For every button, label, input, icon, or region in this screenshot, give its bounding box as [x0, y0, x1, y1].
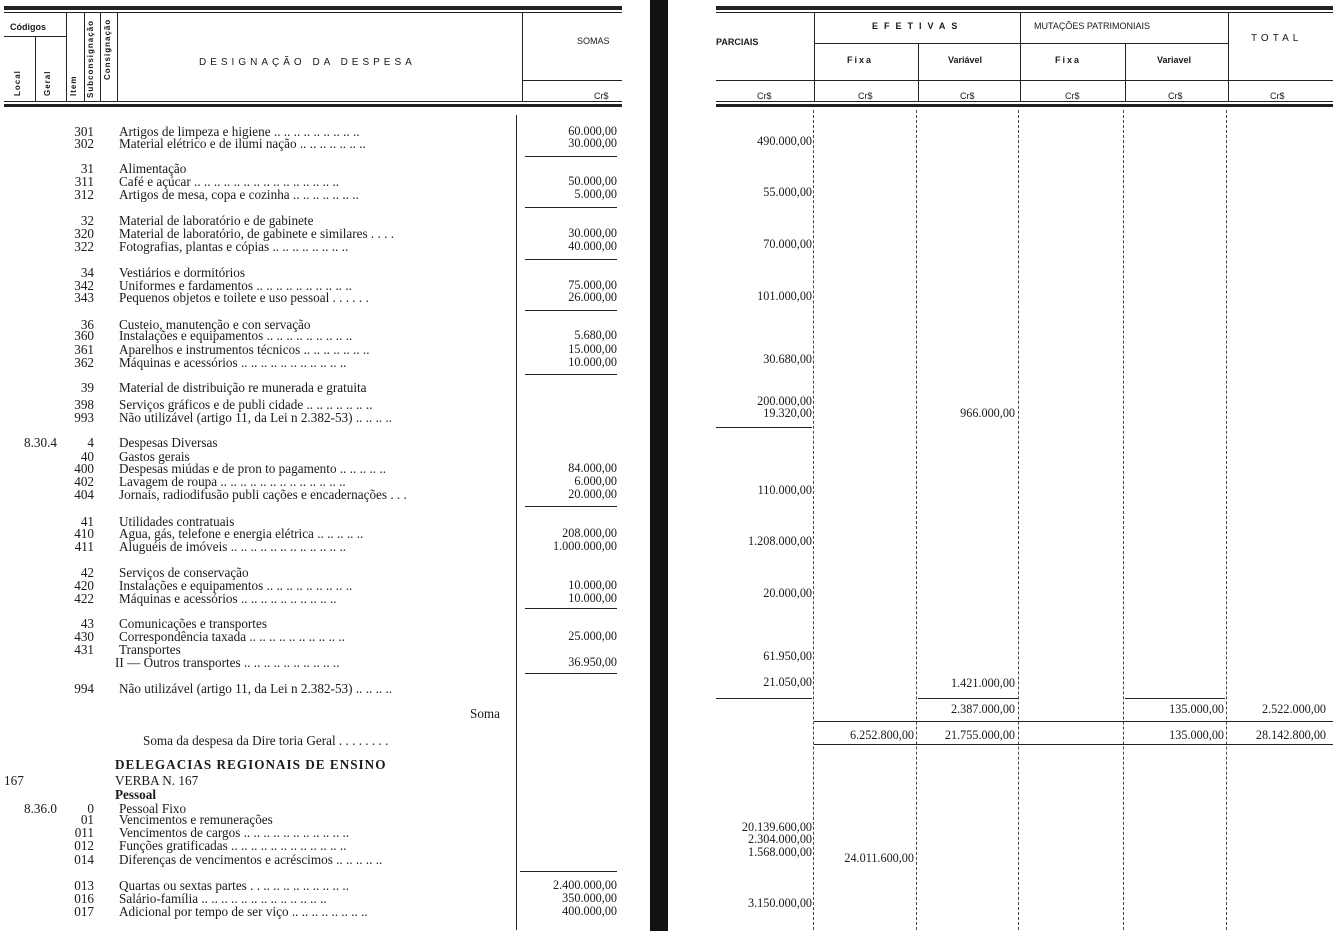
total-rule [814, 721, 1333, 722]
right-header-bottom-thick [716, 104, 1333, 107]
subtotal-rule [918, 698, 1018, 699]
expense-description: Lavagem de roupa .. .. .. .. .. .. .. .. .. .. .. .. .. [119, 474, 346, 489]
col-rule [813, 110, 814, 930]
expense-value: 84.000,00 [568, 461, 617, 475]
col-rule [1123, 110, 1124, 930]
expense-description: Agua, gás, telefone e energia elétrica .. .. .. .. .. [119, 526, 364, 541]
expense-description: Café e açúcar .. .. .. .. .. .. .. .. .. .. .. .. .. .. .. [119, 174, 340, 189]
item-code: 011 [74, 825, 94, 840]
expense-value: 50.000,00 [568, 174, 617, 188]
subtotal-rule [525, 259, 617, 260]
local-label: Local [13, 70, 22, 96]
expense-description: Salário-família .. .. .. .. .. .. .. .. .. .. .. .. .. [119, 891, 327, 906]
expense-description: Artigos de mesa, copa e cozinha .. .. .. .. .. .. .. [119, 187, 359, 202]
efetivas-variavel-value: 966.000,00 [960, 406, 1015, 420]
designacao-label: DESIGNAÇÃO DA DESPESA [199, 57, 416, 68]
expense-value: 20.000,00 [568, 487, 617, 501]
parciais-value: 19.320,00 [763, 406, 812, 420]
subtotal-rule [525, 374, 617, 375]
subtotal-rule [525, 673, 617, 674]
expense-description: Vencimentos e remunerações [119, 812, 273, 827]
consignacao-label: Consignação [103, 18, 112, 80]
fixa-label: Fixa [847, 55, 874, 65]
col-rule [100, 12, 101, 101]
expense-value: 10.000,00 [568, 578, 617, 592]
efetivas-variavel-value: 1.421.000,00 [951, 676, 1015, 690]
item-code: 320 [74, 226, 94, 241]
expense-description: Quartas ou sextas partes . . .. .. .. .. .. .. .. .. .. [119, 878, 350, 893]
geral-label: Geral [43, 70, 52, 96]
expense-value: 6.000,00 [574, 474, 617, 488]
item-code: 361 [74, 342, 94, 357]
item-code: 411 [74, 539, 94, 554]
right-top-rule [716, 6, 1333, 10]
expense-value: 5.680,00 [574, 328, 617, 342]
expense-description: Não utilizável (artigo 11, da Lei n 2.382-53) .. .. .. .. [119, 681, 393, 696]
item-code: 301 [74, 124, 94, 139]
subtotal-rule [716, 427, 812, 428]
expense-description: Instalações e equipamentos .. .. .. .. .. .. .. .. .. [119, 578, 353, 593]
variavel-label: Variável [948, 55, 983, 65]
currency: Cr$ [1065, 91, 1080, 101]
item-code: 312 [74, 187, 94, 202]
parciais-value: 30.680,00 [763, 352, 812, 366]
parciais-value: 1.208.000,00 [748, 534, 812, 548]
item-code: 4 [87, 435, 94, 450]
expense-value: 208.000,00 [562, 526, 617, 540]
local-code: 8.30.4 [24, 435, 57, 450]
item-code: 012 [74, 838, 94, 853]
col-rule [916, 110, 917, 930]
item-code: 343 [74, 290, 94, 305]
mutacoes-variavel-value: 135.000,00 [1169, 702, 1224, 716]
expense-description: Pessoal [115, 787, 157, 802]
expense-value: 60.000,00 [568, 124, 617, 138]
efetivas-variavel-value: 21.755.000,00 [944, 728, 1015, 742]
expense-description: DELEGACIAS REGIONAIS DE ENSINO [115, 757, 387, 772]
expense-description: Comunicações e transportes [119, 616, 267, 631]
item-code: 016 [74, 891, 94, 906]
item-code: 01 [80, 812, 94, 827]
item-code: 32 [80, 213, 94, 228]
subtotal-rule [525, 310, 617, 311]
expense-value: 10.000,00 [568, 355, 617, 369]
right-top-rule-thin [716, 12, 1333, 13]
col-rule [1020, 12, 1021, 101]
parciais-value: 1.568.000,00 [748, 845, 812, 859]
parciais-value: 3.150.000,00 [748, 896, 812, 910]
expense-description: Uniformes e fardamentos .. .. .. .. .. .. .. .. .. .. [119, 278, 352, 293]
col-rule [1228, 12, 1229, 101]
col-rule [84, 12, 85, 101]
col-rule [1125, 43, 1126, 101]
expense-description: Material de distribuição re munerada e gratuita [119, 380, 367, 395]
item-code: 013 [74, 878, 94, 893]
expense-description: Correspondência taxada .. .. .. .. .. .. .. .. .. .. [119, 629, 345, 644]
expense-description: Adicional por tempo de ser viço .. .. .. .. .. .. .. .. [119, 904, 368, 919]
local-code: 167 [4, 773, 24, 788]
parciais-value: 20.000,00 [763, 586, 812, 600]
item-code: 39 [80, 380, 94, 395]
item-code: 402 [74, 474, 94, 489]
expense-description: Instalações e equipamentos .. .. .. .. .. .. .. .. .. [119, 328, 353, 343]
somas-column-rule [516, 115, 517, 930]
somas-currency: Cr$ [594, 91, 609, 101]
expense-value: 5.000,00 [574, 187, 617, 201]
expense-value: 15.000,00 [568, 342, 617, 356]
top-rule-thin [4, 12, 622, 13]
somas-label: SOMAS [577, 36, 610, 46]
fixa2-label: Fixa [1055, 55, 1082, 65]
currency: Cr$ [858, 91, 873, 101]
header-bottom-rule [4, 101, 622, 102]
parciais-value: 101.000,00 [757, 289, 812, 303]
expense-description: Máquinas e acessórios .. .. .. .. .. .. .. .. .. .. .. [119, 355, 347, 370]
col-rule [814, 12, 815, 101]
col-rule [1018, 110, 1019, 930]
expense-description: Não utilizável (artigo 11, da Lei n 2.382-53) .. .. .. .. [119, 410, 393, 425]
expense-value: 10.000,00 [568, 591, 617, 605]
col-rule [117, 12, 118, 101]
item-code: 34 [80, 265, 94, 280]
expense-description: Material de laboratório e de gabinete [119, 213, 314, 228]
expense-description: Despesas miúdas e de pron to pagamento .. .. .. .. .. [119, 461, 386, 476]
item-code: 322 [74, 239, 94, 254]
col-rule [1226, 110, 1227, 930]
item-code: 993 [74, 410, 94, 425]
parciais-value: 110.000,00 [757, 483, 812, 497]
subtotal-rule [520, 871, 617, 872]
expense-value: 75.000,00 [568, 278, 617, 292]
item-code: 311 [74, 174, 94, 189]
expense-description: VERBA N. 167 [115, 773, 199, 788]
item-code: 40 [80, 449, 94, 464]
expense-description: Despesas Diversas [119, 435, 218, 450]
expense-description: Utilidades contratuais [119, 514, 235, 529]
right-header-bottom [716, 101, 1333, 102]
expense-value: 40.000,00 [568, 239, 617, 253]
subtotal-rule [525, 506, 617, 507]
somas-sub-rule [522, 80, 622, 81]
item-code: 422 [74, 591, 94, 606]
parciais-value: 21.050,00 [763, 675, 812, 689]
item-code: 31 [80, 161, 94, 176]
expense-description: Alimentação [119, 161, 187, 176]
expense-value: 2.400.000,00 [553, 878, 617, 892]
parciais-label: PARCIAIS [716, 37, 759, 47]
expense-description: Pequenos objetos e toilete e uso pessoal . . . . . . [119, 290, 369, 305]
subconsignacao-label: Subconsignação [86, 19, 95, 98]
item-code: 398 [74, 397, 94, 412]
currency: Cr$ [757, 91, 772, 101]
expense-value: 30.000,00 [568, 136, 617, 150]
item-code: 994 [74, 681, 94, 696]
subtotal-rule [525, 207, 617, 208]
expense-description: Soma [470, 706, 501, 721]
expense-description: Gastos gerais [119, 449, 190, 464]
expense-description: Pessoal Fixo [119, 801, 187, 816]
item-code: 42 [80, 565, 94, 580]
expense-value: 350.000,00 [562, 891, 617, 905]
expense-description: Vencimentos de cargos .. .. .. .. .. .. .. .. .. .. .. [119, 825, 350, 840]
item-code: 0 [87, 801, 94, 816]
expense-description: II — Outros transportes .. .. .. .. .. .. .. .. .. .. [115, 655, 340, 670]
item-code: 430 [74, 629, 94, 644]
expense-value: 400.000,00 [562, 904, 617, 918]
expense-value: 25.000,00 [568, 629, 617, 643]
expense-value: 30.000,00 [568, 226, 617, 240]
parciais-value: 55.000,00 [763, 185, 812, 199]
subtotal-rule [716, 698, 812, 699]
expense-value: 36.950,00 [568, 655, 617, 669]
variavel2-label: Variavel [1157, 55, 1192, 65]
col-rule [66, 12, 67, 101]
item-label: Item [69, 75, 78, 96]
parciais-value: 61.950,00 [763, 649, 812, 663]
item-code: 342 [74, 278, 94, 293]
efetivas-fixa-value: 6.252.800,00 [850, 728, 914, 742]
currency-rule [716, 80, 1333, 81]
codigos-label: Códigos [10, 22, 46, 32]
expense-description: Material de laboratório, de gabinete e similares . . . . [119, 226, 395, 241]
total-label: TOTAL [1251, 33, 1303, 44]
item-code: 362 [74, 355, 94, 370]
expense-description: Jornais, radiodifusão publi cações e encadernações . . . [119, 487, 407, 502]
expense-value: 26.000,00 [568, 290, 617, 304]
item-code: 410 [74, 526, 94, 541]
total-rule [814, 744, 1333, 745]
item-code: 400 [74, 461, 94, 476]
mutacoes-variavel-value: 135.000,00 [1169, 728, 1224, 742]
currency: Cr$ [1168, 91, 1183, 101]
expense-description: Material elétrico e de ilumi nação .. .. .. .. .. .. .. [119, 136, 366, 151]
header-bottom-rule-thick [4, 104, 622, 107]
efetivas-label: EFETIVAS [872, 21, 964, 31]
expense-description: Aparelhos e instrumentos técnicos .. .. .. .. .. .. .. [119, 342, 370, 357]
parciais-value: 200.000,00 [757, 394, 812, 408]
item-code: 41 [80, 514, 94, 529]
expense-description: Soma da despesa da Dire toria Geral . . . . . . . . [143, 733, 389, 748]
expense-description: Funções gratificadas .. .. .. .. .. .. .. .. .. .. .. .. [119, 838, 347, 853]
parciais-value: 490.000,00 [757, 134, 812, 148]
parciais-value: 70.000,00 [763, 237, 812, 251]
total-value: 28.142.800,00 [1255, 728, 1326, 742]
item-code: 014 [74, 852, 94, 867]
currency: Cr$ [960, 91, 975, 101]
efetivas-variavel-value: 2.387.000,00 [951, 702, 1015, 716]
expense-description: Aluguéis de imóveis .. .. .. .. .. .. .. .. .. .. .. .. [119, 539, 347, 554]
item-code: 302 [74, 136, 94, 151]
col-rule [35, 36, 36, 101]
item-code: 420 [74, 578, 94, 593]
mutacoes-label: MUTAÇÕES PATRIMONIAIS [1034, 21, 1151, 31]
currency: Cr$ [1270, 91, 1285, 101]
subtotal-rule [1125, 698, 1225, 699]
efetivas-fixa-value: 24.011.600,00 [844, 851, 914, 865]
page-gutter [650, 0, 668, 931]
expense-description: Diferenças de vencimentos e acréscimos .. .. .. .. .. [119, 852, 383, 867]
item-code: 43 [80, 616, 94, 631]
group-rule [814, 43, 1228, 44]
col-rule [522, 12, 523, 101]
expense-description: Transportes [119, 642, 181, 657]
expense-description: Artigos de limpeza e higiene .. .. .. .. .. .. .. .. .. [119, 124, 360, 139]
parciais-value: 20.139.600,00 [741, 820, 812, 834]
local-code: 8.36.0 [24, 801, 57, 816]
item-code: 36 [80, 317, 94, 332]
item-code: 431 [74, 642, 94, 657]
expense-description: Vestiários e dormitórios [119, 265, 245, 280]
item-code: 360 [74, 328, 94, 343]
col-rule [918, 43, 919, 101]
expense-description: Fotografias, plantas e cópias .. .. .. .. .. .. .. .. [119, 239, 349, 254]
subtotal-rule [525, 156, 617, 157]
expense-value: 1.000.000,00 [553, 539, 617, 553]
expense-description: Serviços gráficos e de publi cidade .. .. .. .. .. .. .. [119, 397, 373, 412]
parciais-value: 2.304.000,00 [748, 832, 812, 846]
total-value: 2.522.000,00 [1262, 702, 1326, 716]
expense-description: Serviços de conservação [119, 565, 249, 580]
item-code: 404 [74, 487, 94, 502]
top-rule [4, 6, 622, 10]
expense-description: Custeio, manutenção e con servação [119, 317, 311, 332]
item-code: 017 [74, 904, 94, 919]
expense-description: Máquinas e acessórios .. .. .. .. .. .. .. .. .. .. [119, 591, 337, 606]
subtotal-rule [525, 608, 617, 609]
